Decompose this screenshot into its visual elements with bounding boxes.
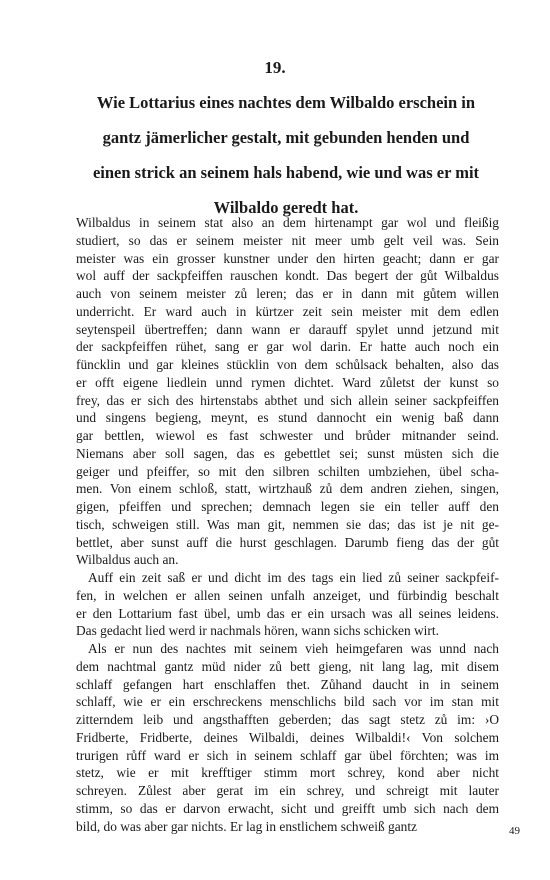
body-line: Als er nun des nachtes mit seinem vieh heimgefaren was unnd nach bbox=[88, 641, 499, 656]
body-line: auch von seinem meister zů leren; das er in dann mit gůtem willen bbox=[76, 286, 499, 301]
chapter-title bbox=[70, 85, 502, 225]
body-line: stimm, so das er darvon erwacht, sicht und greifft umb sich nach dem bbox=[76, 800, 499, 816]
body-line: schreyen. Zůlest aber gerat im ein schrey, und schreigt mit lauter bbox=[76, 783, 499, 798]
chapter-title-line: einen strick an seinem hals habend, wie und was er mit bbox=[92, 163, 480, 182]
body-line: schlaff, wie er ein erschreckens menschlichs bild sach vor im stan mit bbox=[76, 694, 499, 710]
body-line: studiert, so das er seinem meister nit meer umb gelt veil was. Sein bbox=[76, 232, 499, 248]
body-line: frey, das er sich des hirtenstabs abthet und sich allein seiner sackpfeiffen bbox=[76, 392, 499, 408]
body-line: dem nachtmal gantz müd nider zů bett gieng, nit lang lag, mit disem bbox=[76, 658, 499, 674]
body-line: geiger und pfeiffer, so mit den silbren schilten umbziehen, übel scha- bbox=[76, 463, 499, 479]
body-line: schlaff gefangen hart enschlaffen thet. Zůhand daucht in in seinem bbox=[76, 676, 499, 692]
body-line: Niemans aber soll sagen, das es gebettlet sei; sunst müsten sich die bbox=[76, 445, 499, 461]
body-line: und singens begieng, meynt, es stund dannocht ein wenig baß dann bbox=[76, 410, 499, 426]
body-line: Wilbaldus auch an. bbox=[76, 552, 179, 568]
body-line: underricht. Er ward auch in kürtzer zeit sein meister mit dem edlen bbox=[76, 303, 499, 319]
body-line: gar bettlen, wiewol es fast schwester und brůder mitnander seind. bbox=[76, 428, 499, 443]
chapter-number: 19. bbox=[264, 58, 286, 77]
chapter-title-line: Wilbaldo geredt hat. bbox=[213, 198, 359, 217]
page-number: 49 bbox=[509, 825, 520, 837]
body-line: seytenspeil übertreffen; dann wann er darauff spylet unnd jetzund mit bbox=[76, 321, 499, 337]
body-line: der sackpfeiffen rühet, sang er gar wol darin. Er hatte auch noch ein bbox=[76, 339, 499, 355]
body-line: men. Von einem schloß, statt, wirtzhauß zů dem andren ziehen, singen, bbox=[76, 481, 499, 497]
chapter-title-line: Wie Lottarius eines nachtes dem Wilbaldo erschein in bbox=[96, 93, 476, 112]
body-line: er offt eigene liedlein unnd rymen dichtet. Ward zůletst der kunst so bbox=[76, 374, 499, 390]
body-line: fen, in welchen er allen seinen unfalh anzeiget, und fürbindig beschalt bbox=[76, 587, 499, 603]
body-line: Wilbaldus in seinem stat also an dem hirtenampt gar wol und fleißig bbox=[76, 215, 499, 230]
body-line: gigen, pfeiffen und sprechen; demnach legen sie ein teller auff den bbox=[76, 499, 499, 514]
body-line: bettlet, aber sunst auff die hurst geschlagen. Darumb fieng das der gůt bbox=[76, 534, 499, 550]
body-line: Auff ein zeit saß er und dicht im des tags ein lied zů seiner sackpfeif- bbox=[88, 570, 499, 585]
body-line: er den Lottarium fast übel, umb das er ein ursach was all seines leidens. bbox=[76, 605, 499, 621]
body-text bbox=[76, 214, 499, 835]
body-line: bild, do was aber gar nichts. Er lag in enstlichem schweiß gantz bbox=[76, 818, 417, 834]
body-line: Das gedacht lied werd ir nachmals hören, wann sichs schicken wirt. bbox=[76, 623, 439, 639]
body-line: stetz, wie er mit krefftiger stimm mort schrey, kond aber nicht bbox=[76, 765, 499, 781]
body-line: zitterndem leib und angsthafften geberden; das sagt stetz zů im: ›O bbox=[76, 712, 499, 727]
body-line: meister was ein grosser kunstner under den hirten geacht; dann er gar bbox=[76, 250, 499, 266]
body-line: wol auff der sackpfeiffen rauschen kondt. Das begert der gůt Wilbaldus bbox=[76, 268, 499, 284]
body-line: tisch, schweigen still. Was man git, nemmen sie das; das ist je nit ge- bbox=[76, 516, 499, 532]
chapter-title-line: gantz jämerlicher gestalt, mit gebunden henden und bbox=[102, 128, 470, 147]
body-line: trurigen růff ward er sich in seinem schlaff gar übel förchten; was im bbox=[76, 747, 499, 763]
body-line: füncklin und gar kleines stücklin von dem schůlsack behalten, also das bbox=[76, 357, 499, 372]
body-line: Fridberte, Fridberte, deines Wilbaldi, deines Wilbaldi!‹ Von solchem bbox=[76, 729, 499, 745]
